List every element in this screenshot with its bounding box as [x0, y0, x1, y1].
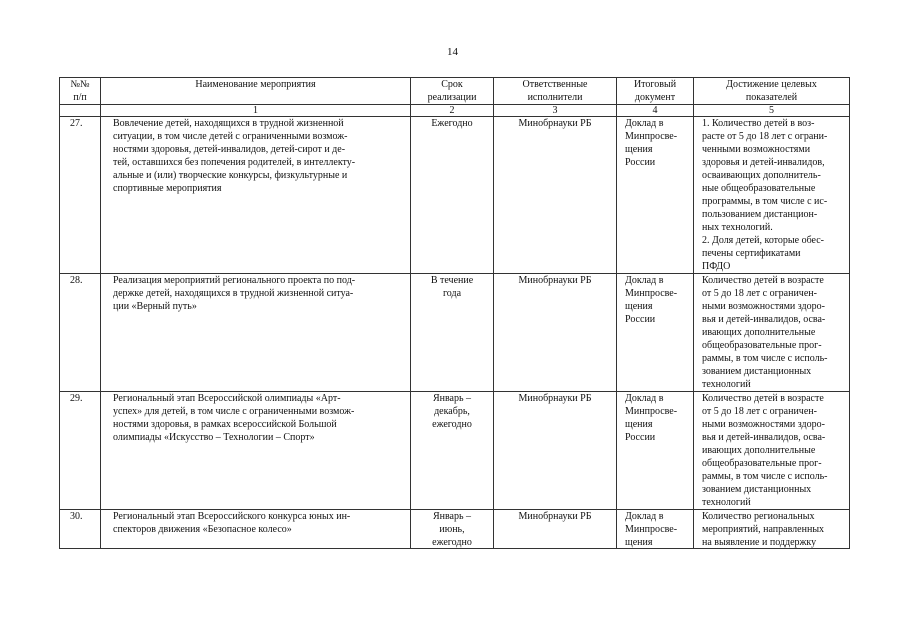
target-indicators-line: ными возможностями здоро- [702, 301, 825, 312]
measure-name-line: тей, оставшихся без попечения родителей, в интеллекту- [113, 157, 356, 168]
final-document-cell [617, 392, 694, 510]
final-document-line: щения [625, 419, 653, 430]
header-name: Наименование мероприятия [101, 78, 411, 105]
final-document-line: Доклад в [625, 275, 664, 286]
measure-name-cell [101, 274, 411, 392]
responsible-executor-cell [494, 510, 617, 549]
final-document-line: щения [625, 301, 653, 312]
measure-name-line: Реализация мероприятий регионального проекта по под- [113, 275, 356, 286]
measure-name-line: ситуации, в том числе детей с ограниченными возмож- [113, 131, 348, 142]
target-indicators-line: программы, в том числе с ис- [702, 196, 828, 207]
measure-name-line: Региональный этап Всероссийской олимпиады «Арт- [113, 393, 341, 404]
target-indicators-line: 1. Количество детей в воз- [702, 118, 815, 129]
row-number: 30. [70, 511, 83, 522]
target-indicators-cell [694, 274, 850, 392]
final-document-line: России [625, 432, 656, 443]
target-indicators-line: ПФДО [702, 261, 731, 272]
measure-name-cell [101, 510, 411, 549]
page-number: 14 [447, 46, 458, 58]
row-number: 28. [70, 275, 83, 286]
implementation-term-line: года [442, 288, 462, 299]
final-document-line: России [625, 314, 656, 325]
implementation-term-line: В течение [430, 275, 474, 286]
responsible-executor-line: Минобрнауки РБ [518, 275, 592, 286]
implementation-term-cell [411, 117, 494, 274]
table-header [60, 78, 850, 117]
row-number: 27. [70, 118, 83, 129]
header-term: Срок реализации [411, 78, 494, 105]
implementation-term-line: Январь – [432, 511, 472, 522]
final-document-line: Минпросве- [625, 288, 678, 299]
column-number-row [60, 105, 850, 117]
measure-name-line: успех» для детей, в том числе с ограниченными возмож- [113, 406, 355, 417]
responsible-executor-line: Минобрнауки РБ [518, 118, 592, 129]
target-indicators-line: ных технологий. [702, 222, 773, 233]
measure-name-line: Вовлечение детей, находящихся в трудной жизненной [113, 118, 344, 129]
measure-name-line: спекторов движения «Безопасное колесо» [113, 524, 292, 535]
target-indicators-cell [694, 510, 850, 549]
target-indicators-line: зованием дистанционных [702, 366, 812, 377]
measure-name-line: ции «Верный путь» [113, 301, 197, 312]
implementation-term-cell [411, 510, 494, 549]
target-indicators-line: общеобразовательные прог- [702, 458, 822, 469]
row-number-cell [60, 274, 101, 392]
implementation-term-line: Ежегодно [431, 118, 473, 129]
measure-name-line: ностями здоровья, в рамках всероссийской Большой [113, 419, 337, 430]
target-indicators-line: раммы, в том числе с исполь- [702, 471, 828, 482]
measure-name-cell [101, 117, 411, 274]
responsible-executor-line: Минобрнауки РБ [518, 511, 592, 522]
header-row [60, 78, 850, 105]
implementation-term-cell [411, 274, 494, 392]
target-indicators-line: ивающих дополнительные [702, 445, 816, 456]
target-indicators-line: ченными возможностями [702, 144, 811, 155]
final-document-cell [617, 274, 694, 392]
implementation-term-line: Январь – [432, 393, 472, 404]
target-indicators-line: вья и детей-инвалидов, осва- [702, 432, 826, 443]
measure-name-line: олимпиады «Искусство – Технологии – Спорт» [113, 432, 315, 443]
target-indicators-line: 2. Доля детей, которые обес- [702, 235, 824, 246]
target-indicators-line: здоровья и детей-инвалидов, [702, 157, 825, 168]
final-document-line: Доклад в [625, 118, 664, 129]
target-indicators-line: раммы, в том числе с исполь- [702, 353, 828, 364]
target-indicators-line: осваивающих дополнитель- [702, 170, 821, 181]
measure-name-line: держке детей, находящихся в трудной жизненной ситуа- [113, 288, 354, 299]
responsible-executor-cell [494, 274, 617, 392]
header-number: №№ п/п [60, 78, 101, 105]
target-indicators-line: Количество детей в возрасте [702, 275, 824, 286]
table-row [60, 274, 850, 392]
implementation-term-line: ежегодно [432, 419, 472, 430]
header-document: Итоговый документ [617, 78, 694, 105]
target-indicators-cell [694, 117, 850, 274]
implementation-term-line: июнь, [439, 524, 465, 535]
target-indicators-line: общеобразовательные прог- [702, 340, 822, 351]
target-indicators-line: расте от 5 до 18 лет с ограни- [702, 131, 828, 142]
final-document-line: Доклад в [625, 393, 664, 404]
final-document-line: Минпросве- [625, 524, 678, 535]
target-indicators-line: технологий [702, 497, 751, 508]
target-indicators-line: ивающих дополнительные [702, 327, 816, 338]
column-number: 2 [411, 105, 494, 117]
target-indicators-line: ные общеобразовательные [702, 183, 816, 194]
target-indicators-line: от 5 до 18 лет с ограничен- [702, 406, 817, 417]
column-number: 1 [101, 105, 411, 117]
column-number: 5 [694, 105, 850, 117]
header-executor: Ответственные исполнители [494, 78, 617, 105]
final-document-line: Минпросве- [625, 406, 678, 417]
final-document-line: России [625, 157, 656, 168]
target-indicators-cell [694, 392, 850, 510]
row-number-cell [60, 392, 101, 510]
column-number: 4 [617, 105, 694, 117]
final-document-line: щения [625, 144, 653, 155]
measure-name-cell [101, 392, 411, 510]
target-indicators-line: на выявление и поддержку [702, 537, 817, 548]
responsible-executor-cell [494, 117, 617, 274]
target-indicators-line: зованием дистанционных [702, 484, 812, 495]
row-number-cell [60, 117, 101, 274]
implementation-term-line: ежегодно [432, 537, 472, 548]
responsible-executor-cell [494, 392, 617, 510]
final-document-line: щения [625, 537, 653, 548]
target-indicators-line: Количество региональных [702, 511, 815, 522]
table-row [60, 510, 850, 549]
column-number [60, 105, 101, 117]
measures-table [59, 77, 850, 549]
target-indicators-line: ными возможностями здоро- [702, 419, 825, 430]
target-indicators-line: вья и детей-инвалидов, осва- [702, 314, 826, 325]
table-row [60, 392, 850, 510]
implementation-term-cell [411, 392, 494, 510]
target-indicators-line: технологий [702, 379, 751, 390]
table-body [60, 117, 850, 549]
measure-name-line: альные и (или) творческие конкурсы, физкультурные и [113, 170, 348, 181]
header-result: Достижение целевых показателей [694, 78, 850, 105]
table-row [60, 117, 850, 274]
target-indicators-line: Количество детей в возрасте [702, 393, 824, 404]
measure-name-line: Региональный этап Всероссийского конкурса юных ин- [113, 511, 351, 522]
measure-name-line: спортивные мероприятия [113, 183, 222, 194]
target-indicators-line: пользованием дистанцион- [702, 209, 818, 220]
responsible-executor-line: Минобрнауки РБ [518, 393, 592, 404]
row-number: 29. [70, 393, 83, 404]
final-document-cell [617, 117, 694, 274]
final-document-line: Доклад в [625, 511, 664, 522]
measure-name-line: ностями здоровья, детей-инвалидов, детей-сирот и де- [113, 144, 346, 155]
column-number: 3 [494, 105, 617, 117]
row-number-cell [60, 510, 101, 549]
final-document-cell [617, 510, 694, 549]
final-document-line: Минпросве- [625, 131, 678, 142]
target-indicators-line: от 5 до 18 лет с ограничен- [702, 288, 817, 299]
target-indicators-line: мероприятий, направленных [702, 524, 825, 535]
target-indicators-line: печены сертификатами [702, 248, 801, 259]
implementation-term-line: декабрь, [434, 406, 470, 417]
